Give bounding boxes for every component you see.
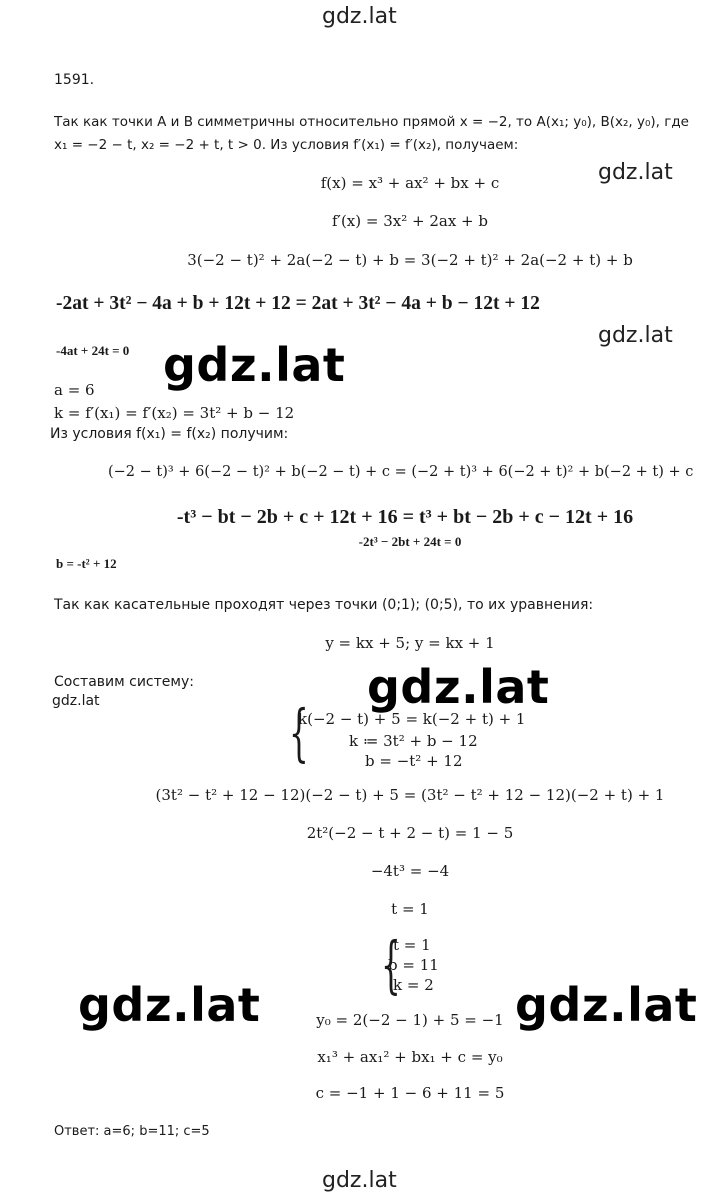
equation-b-value: b = -t² + 12 <box>56 556 117 571</box>
equation-simplified: 2t²(−2 − t + 2 − t) = 1 − 5 <box>306 824 514 842</box>
system-1-line-3: b = −t² + 12 <box>365 752 463 770</box>
equation-derivative-equal: 3(−2 − t)² + 2a(−2 − t) + b = 3(−2 + t)² + 2a(−2 + t) + b <box>187 251 633 269</box>
equation-a-value: a = 6 <box>54 381 95 399</box>
watermark-right-2: gdz.lat <box>598 323 673 348</box>
equation-expanded-2: -t³ − bt − 2b + c + 12t + 16 = t³ + bt − 2b + c − 12t + 16 <box>176 506 634 528</box>
equation-reduced: -4at + 24t = 0 <box>56 343 130 358</box>
system-2-line-2: b = 11 <box>388 956 439 974</box>
system-1-brace: { <box>289 696 309 769</box>
equation-point: x₁³ + ax₁² + bx₁ + c = y₀ <box>317 1048 503 1066</box>
equation-reduced-2: -2t³ − 2bt + 24t = 0 <box>358 534 462 549</box>
equation-substituted: (3t² − t² + 12 − 12)(−2 − t) + 5 = (3t² − t² + 12 − 12)(−2 + t) + 1 <box>155 786 665 804</box>
watermark-big-3: gdz.lat <box>78 978 261 1032</box>
answer: Ответ: a=6; b=11; c=5 <box>54 1124 210 1139</box>
equation-expanded: -2at + 3t² − 4a + b + 12t + 12 = 2at + 3t² − 4a + b − 12t + 12 <box>56 293 540 314</box>
watermark-bottom: gdz.lat <box>322 1168 397 1193</box>
equation-k: k = f′(x₁) = f′(x₂) = 3t² + b − 12 <box>54 404 295 422</box>
equation-c-value: c = −1 + 1 − 6 + 11 = 5 <box>315 1084 505 1102</box>
watermark-big-4: gdz.lat <box>515 978 698 1032</box>
system-1-line-1: k(−2 − t) + 5 = k(−2 + t) + 1 <box>298 710 526 728</box>
system-2-line-1: t = 1 <box>393 936 431 954</box>
watermark-top: gdz.lat <box>322 4 397 29</box>
intro-line-2: x₁ = −2 − t, x₂ = −2 + t, t > 0. Из условия f′(x₁) = f′(x₂), получаем: <box>54 137 519 153</box>
watermark-small-left: gdz.lat <box>52 693 100 709</box>
system-2-line-3: k = 2 <box>393 976 434 994</box>
equation-f: f(x) = x³ + ax² + bx + c <box>320 174 500 192</box>
watermark-big-1: gdz.lat <box>163 338 346 392</box>
equation-cube: −4t³ = −4 <box>370 862 450 880</box>
tangent-equations: y = kx + 5; y = kx + 1 <box>325 634 495 652</box>
intro-line-1: Так как точки A и B симметричны относительно прямой x = −2, то A(x₁; y₀), B(x₂, y₀), где <box>54 114 689 130</box>
equation-t-value: t = 1 <box>391 900 429 918</box>
system-text: Составим систему: <box>54 674 194 690</box>
watermark-right-1: gdz.lat <box>598 160 673 185</box>
condition-text: Из условия f(x₁) = f(x₂) получим: <box>50 426 289 442</box>
equation-f-prime: f′(x) = 3x² + 2ax + b <box>332 212 488 230</box>
tangent-text: Так как касательные проходят через точки (0;1); (0;5), то их уравнения: <box>54 597 594 613</box>
system-1-line-2: k ≔ 3t² + b − 12 <box>349 732 478 750</box>
equation-y0: y₀ = 2(−2 − 1) + 5 = −1 <box>316 1011 504 1029</box>
watermark-big-2: gdz.lat <box>367 660 550 714</box>
equation-f-equal: (−2 − t)³ + 6(−2 − t)² + b(−2 − t) + c = (−2 + t)³ + 6(−2 + t)² + b(−2 + t) + c <box>108 464 694 480</box>
problem-number: 1591. <box>54 72 95 88</box>
system-2-brace: { <box>381 928 401 1001</box>
